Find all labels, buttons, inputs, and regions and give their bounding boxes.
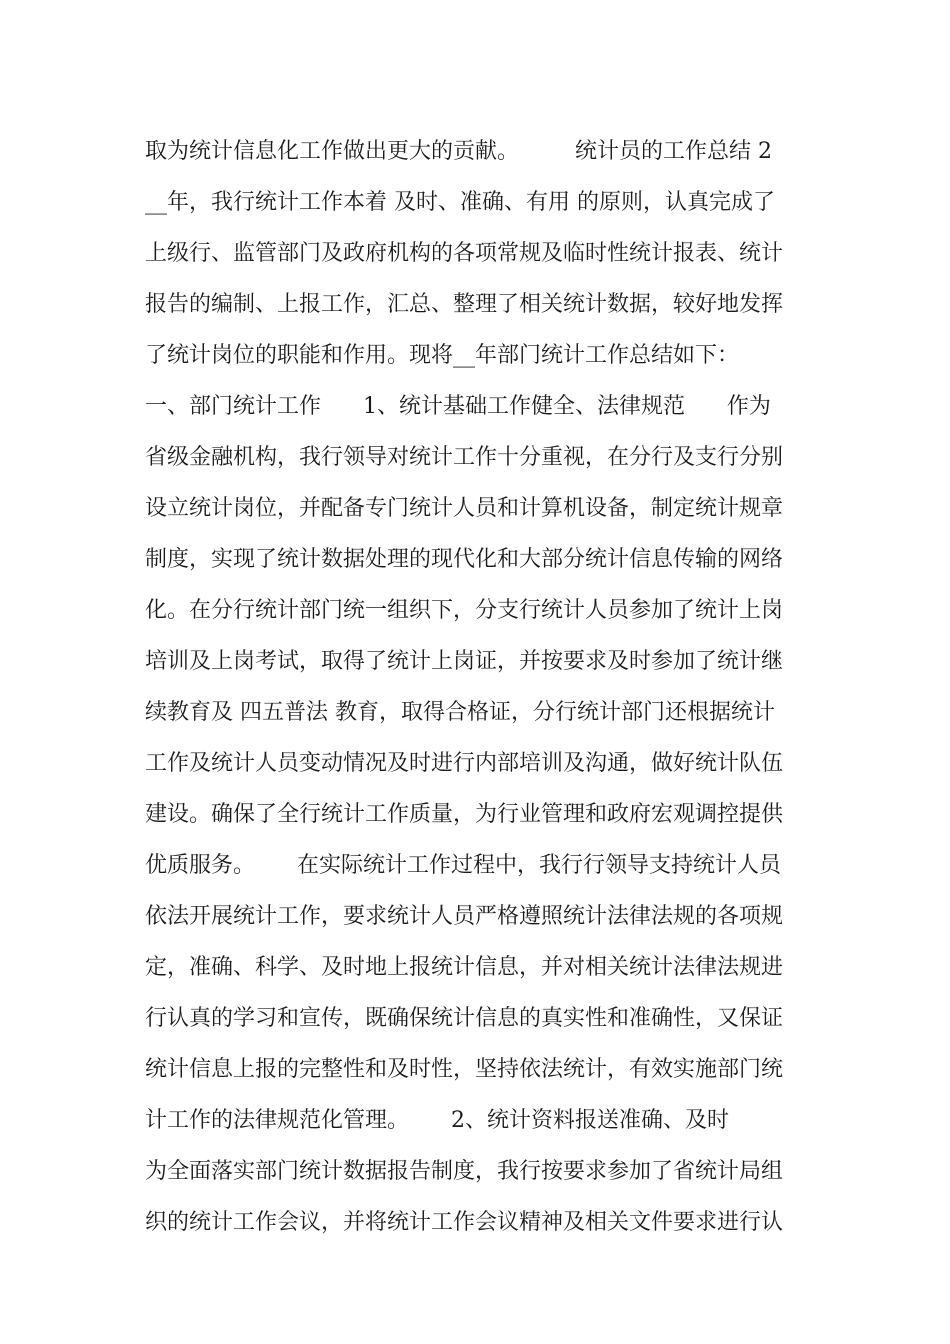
text-line: 取为统计信息化工作做出更大的贡献。 统计员的工作总结 2 [145,139,772,164]
text-line: 续教育及 四五普法 教育，取得合格证，分行统计部门还根据统计 [145,700,775,725]
text-line: 依法开展统计工作，要求统计人员严格遵照统计法律法规的各项规 [145,904,784,929]
text-line: 定，准确、科学、及时地上报统计信息，并对相关统计法律法规进 [145,955,784,980]
text-line: 织的统计工作会议，并将统计工作会议精神及相关文件要求进行认 [145,1210,784,1235]
text-line: 了统计岗位的职能和作用。现将__年部门统计工作总结如下： [145,343,740,368]
text-line: 行认真的学习和宣传，既确保统计信息的真实性和准确性，又保证 [145,1006,784,1031]
text-line: 化。在分行统计部门统一组织下，分支行统计人员参加了统计上岗 [145,598,784,623]
text-line: 培训及上岗考试，取得了统计上岗证，并按要求及时参加了统计继 [145,649,784,674]
text-line: 为全面落实部门统计数据报告制度，我行按要求参加了省统计局组 [145,1159,784,1184]
text-line: 计工作的法律规范化管理。 2、统计资料报送准确、及时 [145,1108,729,1133]
text-line: 上级行、监管部门及政府机构的各项常规及临时性统计报表、统计 [145,241,784,266]
body-text [145,130,815,1252]
text-line: __年，我行统计工作本着 及时、准确、有用 的原则，认真完成了 [145,190,775,215]
text-line: 工作及统计人员变动情况及时进行内部培训及沟通，做好统计队伍 [145,751,784,776]
text-line: 报告的编制、上报工作，汇总、整理了相关统计数据，较好地发挥 [145,292,784,317]
text-line: 建设。确保了全行统计工作质量，为行业管理和政府宏观调控提供 [145,802,784,827]
text-line: 一、部门统计工作 1、统计基础工作健全、法律规范 作为 [145,394,771,419]
text-line: 省级金融机构，我行领导对统计工作十分重视，在分行及支行分别 [145,445,784,470]
text-line: 统计信息上报的完整性和及时性，坚持依法统计，有效实施部门统 [145,1057,784,1082]
text-line: 制度，实现了统计数据处理的现代化和大部分统计信息传输的网络 [145,547,784,572]
text-line: 优质服务。 在实际统计工作过程中，我行行领导支持统计人员 [145,853,781,878]
text-line: 设立统计岗位，并配备专门统计人员和计算机设备，制定统计规章 [145,496,784,521]
